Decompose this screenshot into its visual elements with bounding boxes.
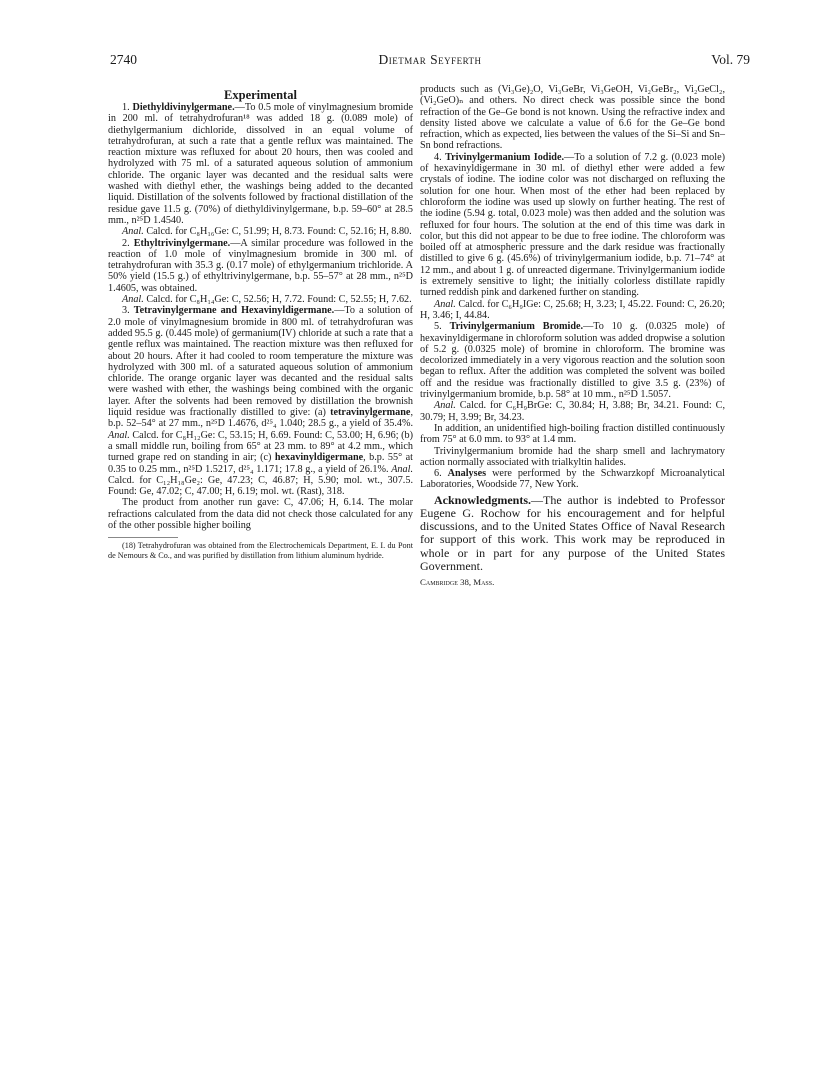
- paragraph-continued: products such as (Vi₃Ge)₂O, Vi₃GeBr, Vi₃GeOH, Vi₂GeBr₂, Vi₂GeCl₂, (Vi₂GeO)ₙ and others. No direct check was possible since the bond refraction of the Ge–Ge bond is not known. Using the refractive index and density listed above we calculate a value of 6.6 for the Ge–Ge bond refraction, which as expected, lies between the values of the Si–Si and Sn–Sn bond refractions.: [420, 84, 725, 152]
- affiliation: Cambridge 38, Mass.: [420, 576, 495, 587]
- analysis-4: Anal. Calcd. for C₆H₉IGe: C, 25.68; H, 3.23; I, 45.22. Found: C, 26.20; H, 3.46; I, 44.84.: [420, 298, 725, 321]
- paragraph-product-run: The product from another run gave: C, 47.06; H, 6.14. The molar refractions calculated from the data did not check those calculated for any of the other possible higher boiling: [108, 497, 413, 531]
- compound-heading: Ethyltrivinylgermane.: [133, 237, 231, 249]
- page-header: [110, 52, 750, 72]
- analysis-1: Anal. Calcd. for C₈H₁₆Ge: C, 51.99; H, 8.73. Found: C, 52.16; H, 8.80.: [122, 226, 412, 238]
- paragraph-tetravinylgermane: 3. Tetravinylgermane and Hexavinyldigermane.—To a solution of 2.0 mole of vinylmagnesium bromide in 800 ml. of tetrahydrofuran was added 95.5 g. (0.445 mole) of germanium(IV) chloride at such a rate that a gentle reflux was maintained. The reaction mixture was then refluxed for about 20 hours. After it had cooled to room temperature the mixture was hydrolyzed with 300 ml. of a saturated aqueous solution of ammonium chloride. The orange organic layer was decanted and the residual salts were washed with ether, the washings being combined with the organic layer. After the solvents had been removed by distillation the brownish liquid residue was fractionally distilled to give: (a) tetravinylgermane, b.p. 52–54° at 27 mm., n²⁵D 1.4676, d²⁵₄ 1.040; 28.5 g., a yield of 35.4%. Anal. Calcd. for C₈H₁₂Ge: C, 53.15; H, 6.69. Found: C, 53.00; H, 6.96; (b) a small middle run, boiling from 65° at 23 mm. to 89° at 4.2 mm., which turned grape red on standing in air; (c) hexavinyldigermane, b.p. 55° at 0.35 to 0.25 mm., n²⁵D 1.5217, d²⁵₄ 1.171; 17.8 g., a yield of 26.1%. Anal. Calcd. for C₁₂H₁₈Ge₂: Ge, 47.23; C, 46.87; H, 5.90; mol. wt., 307.5. Found: Ge, 47.02; C, 47.00; H, 6.19; mol. wt. (Rast), 318.: [108, 305, 414, 498]
- footnote-18: (18) Tetrahydrofuran was obtained from the Electrochemicals Department, E. I. du Pont de Nemours & Co., and was purified by distillation from lithium aluminum hydride.: [108, 541, 413, 561]
- compound-heading: Trivinylgermanium Iodide.: [445, 151, 565, 163]
- compound-heading: Tetravinylgermane and Hexavinyldigermane.: [133, 305, 335, 317]
- paragraph-analyses: 6. Analyses were performed by the Schwarzkopf Microanalytical Laboratories, Woodside 77, New York.: [420, 468, 726, 491]
- right-column: [420, 84, 725, 588]
- acknowledgments-heading: Acknowledgments.: [434, 492, 532, 507]
- paragraph-lachrymatory: Trivinylgermanium bromide had the sharp smell and lachrymatory action normally associated with trialkyltin halides.: [420, 445, 725, 468]
- paragraph-trivinylgermanium-iodide: 4. Trivinylgermanium Iodide.—To a solution of 7.2 g. (0.023 mole) of hexavinyldigermane in 30 ml. of diethyl ether were added a few crystals of iodine. The iodine color was not discharged on refluxing the solution for one hour. When most of the ether had been replaced by chloroform the iodine was used up slowly on further heating. The rest of the iodine (5.94 g. total, 0.023 mole) was then added and the solution was refluxed for four hours. The solution at the end of this time was dark in color, but this did not appear to be due to free iodine. The chloroform was boiled off at atmospheric pressure and the dark residue was fractionally distilled to give 6 g. (45.6%) of trivinylgermanium iodide, b.p. 71–74° at 12 mm., and about 1 g. of unreacted digermane. Trivinylgermanium iodide is extremely sensitive to light; the initially colorless distillate rapidly turned reddish pink and darkened further on standing.: [420, 151, 726, 299]
- analysis-5: Anal. Calcd. for C₆H₉BrGe: C, 30.84; H, 3.88; Br, 34.21. Found: C, 30.79; H, 3.99; Br, 34.23.: [420, 400, 725, 423]
- running-title: Dietmar Seyferth: [378, 52, 482, 67]
- volume-label: Vol. 79: [711, 52, 750, 67]
- compound-heading: Diethyldivinylgermane.: [132, 102, 235, 113]
- footnote-rule: [108, 537, 178, 538]
- compound-heading: Trivinylgermanium Bromide.: [449, 321, 584, 333]
- analysis-2: Anal. Calcd. for C₈H₁₄Ge: C, 52.56; H, 7.72. Found: C, 52.55; H, 7.62.: [122, 294, 412, 306]
- left-column: [108, 88, 413, 561]
- paragraph-high-boiling: In addition, an unidentified high-boiling fraction distilled continuously from 75° at 6.0 mm. to 93° at 1.4 mm.: [420, 422, 725, 446]
- section-title: Experimental: [224, 88, 297, 102]
- paragraph-diethyldivinylgermane: 1. Diethyldivinylgermane.—To 0.5 mole of vinylmagnesium bromide in 200 ml. of tetrahydrofuran¹⁸ was added 18 g. (0.089 mole) of diethylgermanium dichloride, dissolved in an equal volume of tetrahydrofuran, at such a rate that a gentle reflux was maintained. The reaction mixture was refluxed for about 20 hours, then was cooled and hydrolyzed with 75 ml. of a saturated aqueous solution of ammonium chloride. The organic layer was decanted and the residual salts were washed with diethyl ether, the washings being added to the decanted liquid. Distillation of the solvents followed by fractional distillation of the residue gave 11.5 g. (70%) of diethyldivinylgermane, b.p. 59–60° at 28.5 mm., n²⁵D 1.4540.: [108, 102, 413, 226]
- paragraph-ethyltrivinylgermane: 2. Ethyltrivinylgermane.—A similar procedure was followed in the reaction of 1.0 mole of vinylmagnesium bromide in 300 ml. of tetrahydrofuran with 35.3 g. (0.17 mole) of ethylgermanium trichloride. A 50% yield (15.5 g.) of ethyltrivinylgermane, b.p. 55–57° at 28 mm., n²⁵D 1.4605, was obtained.: [108, 237, 413, 294]
- paragraph-trivinylgermanium-bromide: 5. Trivinylgermanium Bromide.—To 10 g. (0.0325 mole) of hexavinyldigermane in chloroform solution was added dropwise a solution of 5.2 g. (0.0325 mole) of bromine in chloroform. The bromine was decolorized immediately in a very vigorous reaction and the solution soon began to reflux. After the addition was completed the solvent was boiled off and the residue was fractionally distilled to give 3.5 g. (23%) of trivinylgermanium bromide, b.p. 58° at 10 mm., n²⁵D 1.5057.: [420, 321, 726, 401]
- acknowledgments: Acknowledgments.—The author is indebted to Professor Eugene G. Rochow for his encouragement and for helpful discussions, and to the United States Office of Naval Research for support of this work. This work may be reproduced in whole or in part for any purpose of the United States Government.: [420, 492, 725, 573]
- compound-heading: Analyses: [447, 468, 487, 480]
- page-number: 2740: [110, 52, 137, 67]
